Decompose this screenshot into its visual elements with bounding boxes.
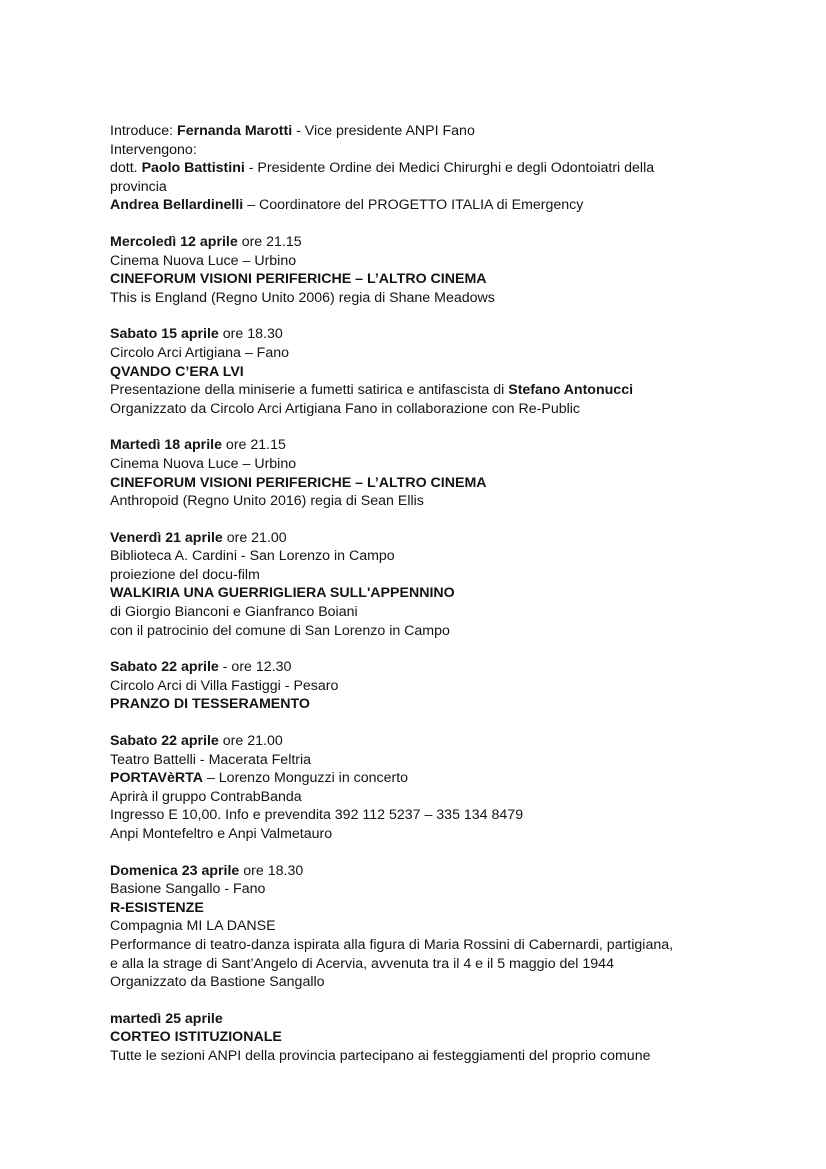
event-day: Martedì 18 aprile — [110, 437, 222, 454]
event-authors: di Giorgio Bianconi e Gianfranco Boiani — [110, 604, 358, 621]
event-title: CINEFORUM VISIONI PERIFERICHE – L’ALTRO CINEMA — [110, 474, 487, 491]
event-venue: Teatro Battelli - Macerata Feltria — [110, 751, 312, 768]
event-day: Sabato 22 aprile — [110, 733, 219, 750]
event-time: ore 21.15 — [237, 233, 302, 250]
event-block — [110, 325, 810, 418]
event-title: WALKIRIA UNA GUERRIGLIERA SULL'APPENNINO — [110, 585, 455, 602]
event-time: ore 21.15 — [221, 437, 286, 454]
event-block — [110, 436, 810, 510]
event-date — [110, 233, 810, 252]
speaker-2-name: Andrea Bellardinelli — [110, 197, 244, 214]
event-company: Compagnia MI LA DANSE — [110, 918, 276, 935]
event-description: Anthropoid (Regno Unito 2016) regia di Sean Ellis — [110, 493, 424, 510]
event-opening-act: Aprirà il gruppo ContrabBanda — [110, 788, 302, 805]
event-title: PORTAVèRTA — [110, 770, 204, 787]
event-venue: Circolo Arci Artigiana – Fano — [110, 344, 290, 361]
event-title: QVANDO C’ERA LVI — [110, 363, 244, 380]
speaker-1-prefix: dott. — [110, 160, 142, 177]
event-date — [110, 325, 810, 344]
event-venue: Cinema Nuova Luce – Urbino — [110, 252, 297, 269]
event-block — [110, 862, 810, 992]
event-block — [110, 233, 810, 307]
event-block — [110, 732, 810, 844]
event-block — [110, 1010, 810, 1066]
event-block — [110, 658, 810, 714]
speaker-1-name: Paolo Battistini — [141, 160, 245, 177]
intervengono-label: Intervengono: — [110, 141, 197, 158]
event-venue: Biblioteca A. Cardini - San Lorenzo in Campo — [110, 548, 395, 565]
event-organizer: Organizzato da Circolo Arci Artigiana Fano in collaborazione con Re-Public — [110, 400, 581, 417]
speaker-2-role: – Coordinatore del PROGETTO ITALIA di Emergency — [243, 197, 584, 214]
event-date — [110, 732, 810, 751]
event-date: martedì 25 aprile — [110, 1010, 223, 1027]
event-date — [110, 658, 810, 677]
event-title-rest: – Lorenzo Monguzzi in concerto — [203, 770, 409, 787]
event-time: ore 18.30 — [239, 862, 304, 879]
introduce-name: Fernanda Marotti — [177, 123, 293, 139]
event-organizer: Anpi Montefeltro e Anpi Valmetauro — [110, 826, 333, 842]
event-description: This is England (Regno Unito 2006) regia di Shane Meadows — [110, 289, 495, 306]
intro-section — [110, 122, 810, 215]
event-day: Domenica 23 aprile — [110, 862, 240, 879]
event-day: Mercoledì 12 aprile — [110, 233, 238, 250]
event-title: R-ESISTENZE — [110, 899, 204, 916]
event-patronage: con il patrocinio del comune di San Lorenzo in Campo — [110, 622, 450, 639]
event-description: Performance di teatro-danza ispirata alla figura di Maria Rossini di Cabernardi, partigiana, — [110, 936, 674, 953]
introduce-label: Introduce: — [110, 123, 178, 139]
document-body — [110, 122, 810, 1084]
event-date — [110, 436, 810, 455]
event-description-text: Presentazione della miniserie a fumetti satirica e antifascista di — [110, 382, 509, 399]
event-day: Venerdì 21 aprile — [110, 529, 223, 546]
event-day: Sabato 15 aprile — [110, 326, 219, 343]
introduce-line — [110, 122, 810, 141]
event-time: ore 21.00 — [218, 733, 283, 750]
speaker-2-line — [110, 196, 810, 215]
introduce-role: - Vice presidente ANPI Fano — [292, 123, 475, 139]
event-time: ore 18.30 — [218, 326, 283, 343]
event-tickets: Ingresso E 10,00. Info e prevendita 392 112 5237 – 335 134 8479 — [110, 807, 524, 824]
speaker-1-role: - Presidente Ordine dei Medici Chirurghi e degli Odontoiatri della — [244, 160, 655, 177]
event-description: Tutte le sezioni ANPI della provincia partecipano ai festeggiamenti del proprio comune — [110, 1047, 651, 1064]
speaker-1-role-continued: provincia — [110, 178, 167, 195]
event-title: CINEFORUM VISIONI PERIFERICHE – L’ALTRO CINEMA — [110, 271, 487, 288]
event-pretitle: proiezione del docu-film — [110, 566, 260, 583]
event-time: - ore 12.30 — [218, 659, 292, 676]
event-description-continued: e alla la strage di Sant’Angelo di Acervia, avvenuta tra il 4 e il 5 maggio del 1944 — [110, 955, 614, 972]
event-title: CORTEO ISTITUZIONALE — [110, 1029, 282, 1046]
event-date — [110, 862, 810, 881]
event-venue: Circolo Arci di Villa Fastiggi - Pesaro — [110, 677, 339, 694]
event-title: PRANZO DI TESSERAMENTO — [110, 696, 310, 713]
event-organizer: Organizzato da Bastione Sangallo — [110, 974, 325, 991]
event-description — [110, 381, 810, 400]
speaker-1-line — [110, 159, 810, 178]
event-time: ore 21.00 — [222, 529, 287, 546]
event-block — [110, 529, 810, 641]
event-author: Stefano Antonucci — [508, 382, 634, 399]
event-title-line — [110, 769, 810, 788]
event-venue: Cinema Nuova Luce – Urbino — [110, 455, 297, 472]
event-date — [110, 529, 810, 548]
event-day: Sabato 22 aprile — [110, 659, 219, 676]
event-venue: Basione Sangallo - Fano — [110, 881, 266, 898]
